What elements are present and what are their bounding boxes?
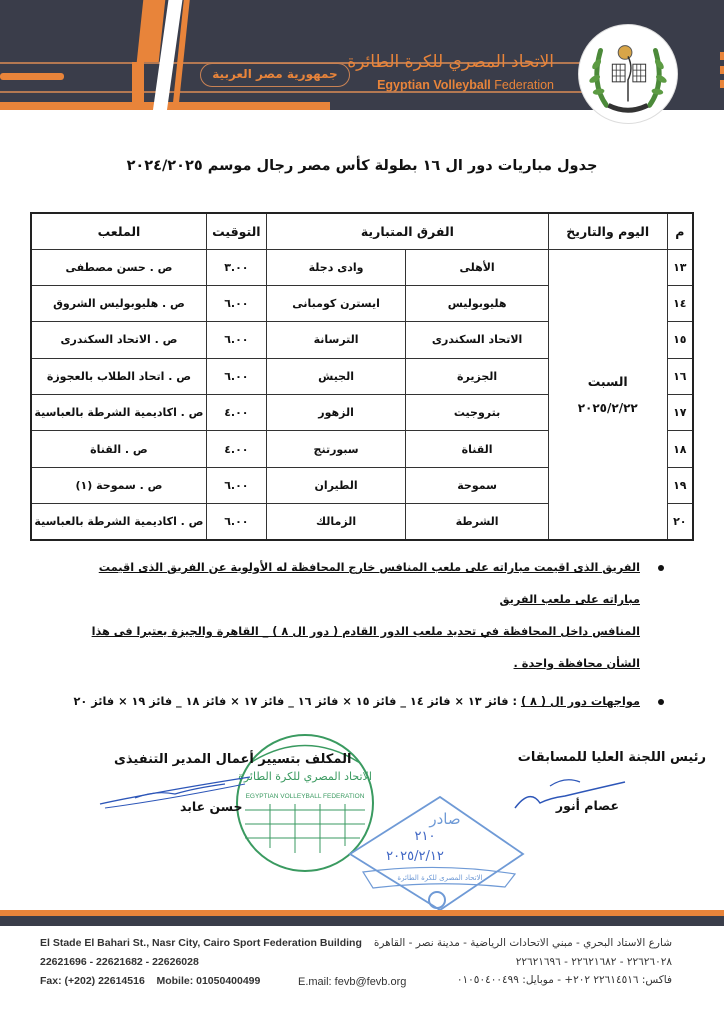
note-rule-line2: المنافس داخل المحافظة في تحديد ملعب الدور القادم ( دور ال ٨ ) _ القاهرة والجيزة يعتبرا فى هذا الشأن محافظة واحدة . — [91, 625, 640, 670]
signature-right-icon — [510, 768, 630, 818]
team-away: ايسترن كومبانى — [266, 285, 405, 321]
match-date-value: ٢٠٢٥/٢/٢٢ — [577, 400, 638, 415]
matchups-text: : فائز ١٣ × فائز ١٤ _ فائز ١٥ × فائز ١٦ _ فائز ١٧ × فائز ١٨ _ فائز ١٩ × فائز ٢٠ — [73, 695, 521, 708]
match-time: ٤.٠٠ — [206, 431, 266, 467]
header-num: م — [667, 213, 693, 249]
signatory-left-name: حسن عابد — [180, 799, 243, 814]
match-time: ٣.٠٠ — [206, 249, 266, 285]
stamp-blue-number: ٢١٠ — [414, 829, 436, 844]
match-num: ١٧ — [667, 395, 693, 431]
team-away: الزهور — [266, 395, 405, 431]
match-venue: ص . اكاديمية الشرطة بالعباسية — [31, 395, 206, 431]
footer-address-ar: شارع الاستاد البحري - مبني الاتحادات الرياضية - مدينة نصر - القاهرة — [373, 937, 672, 949]
schedule-table — [30, 212, 694, 541]
notes-section — [70, 552, 666, 718]
table-row — [31, 249, 693, 285]
banner-stripe — [0, 73, 64, 80]
team-home: الشرطة — [406, 504, 549, 540]
federation-name-en-bold: Egyptian Volleyball — [377, 78, 491, 92]
stamp-blue-date: ٢٠٢٥/٢/١٢ — [386, 849, 444, 864]
match-num: ١٥ — [667, 322, 693, 358]
match-num: ١٩ — [667, 467, 693, 503]
federation-name-ar: الاتحاد المصري للكرة الطائرة — [347, 52, 554, 72]
signatory-right-name: عصام أنور — [555, 798, 619, 813]
team-away: سبورتنج — [266, 431, 405, 467]
match-time: ٦.٠٠ — [206, 285, 266, 321]
team-away: الزمالك — [266, 504, 405, 540]
match-venue: ص . حسن مصطفى — [31, 249, 206, 285]
note-rule-line1: الفريق الذى اقيمت مباراته على ملعب المنافس خارج المحافظة له الأولوية عن الفريق الذى اقيمت مباراته على ملعب الفريق — [98, 561, 640, 606]
footer-mobile: Mobile: 01050400499 — [156, 975, 261, 987]
team-away: الجيش — [266, 358, 405, 394]
header-venue: الملعب — [31, 213, 206, 249]
team-home: هليوبوليس — [406, 285, 549, 321]
country-label: جمهورية مصر العربية — [200, 63, 350, 87]
footer-fax-en — [40, 975, 260, 987]
match-date — [548, 249, 667, 540]
federation-name-en — [377, 78, 554, 92]
team-home: الأهلى — [406, 249, 549, 285]
match-time: ٦.٠٠ — [206, 467, 266, 503]
match-venue: ص . اتحاد الطلاب بالعجوزة — [31, 358, 206, 394]
stamp-green-en: EGYPTIAN VOLLEYBALL FEDERATION — [245, 793, 365, 800]
header-teams: الفرق المتبارية — [266, 213, 548, 249]
match-num: ٢٠ — [667, 504, 693, 540]
match-num: ١٤ — [667, 285, 693, 321]
match-num: ١٨ — [667, 431, 693, 467]
match-time: ٦.٠٠ — [206, 504, 266, 540]
footer-address-en: El Stade El Bahari St., Nasr City, Cairo Sport Federation Building — [40, 937, 362, 949]
footer-phones-en: 22621696 - 22621682 - 22626028 — [40, 956, 199, 968]
matchups-label: مواجهات دور ال ( ٨ ) — [520, 695, 640, 708]
team-home: الاتحاد السكندرى — [406, 322, 549, 358]
team-home: القناة — [406, 431, 549, 467]
match-day: السبت — [587, 373, 628, 389]
match-num: ١٦ — [667, 358, 693, 394]
team-home: الجزيرة — [406, 358, 549, 394]
stamp-blue-label: صادر — [429, 810, 461, 828]
match-time: ٦.٠٠ — [206, 322, 266, 358]
federation-logo — [578, 24, 678, 124]
bullet-icon — [658, 699, 664, 705]
table-header-row — [31, 213, 693, 249]
signatory-right-title: رئيس اللجنة العليا للمسابقات — [517, 750, 706, 765]
footer-fax-mobile-ar: فاكس: ٢٢٦١٤٥١٦ ٢٠٢+ - موبايل: ٠١٠٥٠٤٠٠٤٩٩ — [456, 974, 672, 986]
match-time: ٤.٠٠ — [206, 395, 266, 431]
team-home: سموحة — [406, 467, 549, 503]
footer-email[interactable]: E.mail: fevb@fevb.org — [298, 976, 407, 988]
team-away: وادى دجلة — [266, 249, 405, 285]
banner-marks — [720, 52, 724, 98]
match-venue: ص . هليوبوليس الشروق — [31, 285, 206, 321]
match-venue: ص . اكاديمية الشرطة بالعباسية — [31, 504, 206, 540]
match-num: ١٣ — [667, 249, 693, 285]
outgoing-stamp-icon — [345, 792, 525, 917]
header-date: اليوم والتاريخ — [548, 213, 667, 249]
match-venue: ص . سموحة (١) — [31, 467, 206, 503]
header-time: التوقيت — [206, 213, 266, 249]
note-rule — [70, 552, 666, 680]
signatory-left-title: المكلف بتسيير أعمال المدير التنفيذى — [114, 752, 352, 767]
laurel-emblem-icon — [579, 25, 677, 123]
match-venue: ص . القناة — [31, 431, 206, 467]
page-title: جدول مباريات دور ال ١٦ بطولة كأس مصر رجال موسم ٢٠٢٤/٢٠٢٥ — [126, 158, 598, 174]
match-venue: ص . الاتحاد السكندرى — [31, 322, 206, 358]
signature-left-icon — [95, 772, 255, 812]
footer-stripe-dark — [0, 916, 724, 926]
team-home: بتروجيت — [406, 395, 549, 431]
stamp-blue-footer: الاتحاد المصرى للكرة الطائرة — [397, 874, 483, 882]
match-time: ٦.٠٠ — [206, 358, 266, 394]
stamp-green-ar: الاتحاد المصري للكرة الطائرة — [238, 770, 372, 783]
team-away: الترسانة — [266, 322, 405, 358]
team-away: الطيران — [266, 467, 405, 503]
federation-name-en-rest: Federation — [490, 78, 554, 92]
note-matchups — [70, 686, 666, 718]
footer-phones-ar: ٢٢٦٢٦٠٢٨ - ٢٢٦٢١٦٨٢ - ٢٢٦٢١٦٩٦ — [515, 956, 672, 968]
bullet-icon — [658, 565, 664, 571]
footer-fax: Fax: (+202) 22614516 — [40, 975, 145, 987]
